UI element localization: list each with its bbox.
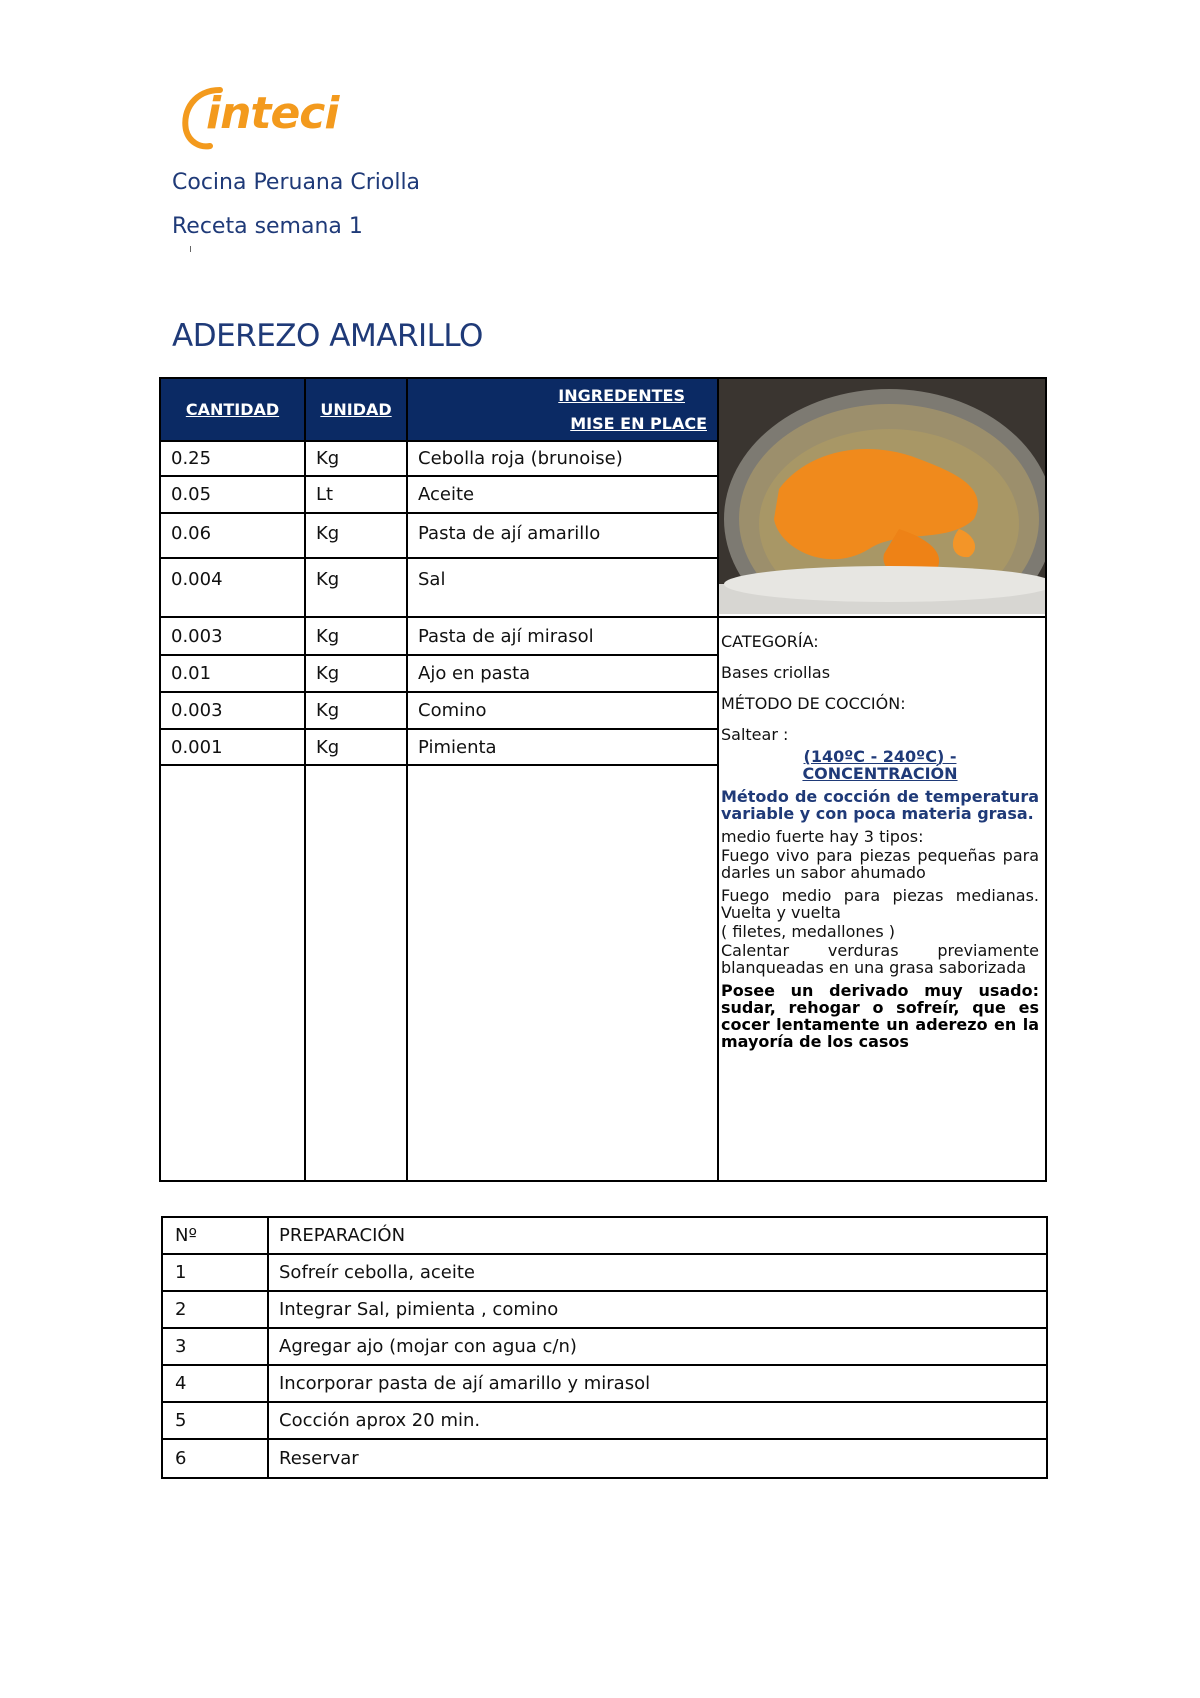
prep-step-row <box>163 1329 1046 1366</box>
header-ingredientes-line2: MISE EN PLACE <box>570 413 707 433</box>
step-number: 5 <box>163 1403 269 1438</box>
step-number: 6 <box>163 1440 269 1477</box>
step-number: 1 <box>163 1255 269 1290</box>
fuego-tipo-2: Fuego medio para piezas medianas. Vuelta y vuelta <box>721 886 1039 922</box>
cell-unidad: Kg <box>316 448 340 469</box>
cell-unidad: Kg <box>316 663 340 684</box>
col-divider <box>717 379 719 1180</box>
step-text: Integrar Sal, pimienta , comino <box>279 1299 559 1320</box>
cell-ingrediente: Pasta de ají amarillo <box>418 522 601 544</box>
categoria-label: CATEGORÍA: <box>721 632 819 651</box>
method-description: Método de cocción de temperatura variable y con poca materia grasa. <box>721 787 1039 823</box>
pan-image <box>719 379 1045 614</box>
header-ingredientes <box>408 379 717 440</box>
fuego-intro: medio fuerte hay 3 tipos: <box>721 827 924 846</box>
logo-text: inteci <box>206 88 339 139</box>
step-number: 3 <box>163 1329 269 1364</box>
cell-ingrediente: Pasta de ají mirasol <box>418 625 594 647</box>
cell-ingrediente: Cebolla roja (brunoise) <box>418 448 623 469</box>
cell-unidad: Kg <box>316 625 340 647</box>
ingredients-table <box>159 377 1047 1182</box>
cell-cantidad: 0.01 <box>171 663 212 684</box>
cell-ingrediente: Ajo en pasta <box>418 663 531 684</box>
preparation-table <box>161 1216 1048 1479</box>
cell-ingrediente: Sal <box>418 568 446 590</box>
prep-step-row <box>163 1292 1046 1329</box>
recipe-title: ADEREZO AMARILLO <box>172 318 483 354</box>
dish-photo <box>719 379 1045 614</box>
prep-header-row <box>163 1218 1046 1255</box>
cell-cantidad: 0.004 <box>171 568 223 590</box>
categoria-value: Bases criollas <box>721 663 831 682</box>
cell-cantidad: 0.06 <box>171 522 212 544</box>
header-unidad: UNIDAD <box>306 379 406 440</box>
prep-step-row <box>163 1366 1046 1403</box>
cell-cantidad: 0.001 <box>171 736 223 758</box>
step-text: Agregar ajo (mojar con agua c/n) <box>279 1336 577 1357</box>
temperature-range <box>721 748 1039 782</box>
metodo-value: Saltear : <box>721 725 789 744</box>
header-cantidad: CANTIDAD <box>161 379 304 440</box>
temp-line2: CONCENTRACIÓN <box>802 764 958 783</box>
cell-cantidad: 0.003 <box>171 700 223 721</box>
cell-cantidad: 0.25 <box>171 448 212 469</box>
inteci-logo <box>180 82 370 152</box>
side-panel <box>721 632 1039 1056</box>
prep-step-row <box>163 1403 1046 1440</box>
prep-step-row <box>163 1255 1046 1292</box>
cell-cantidad: 0.05 <box>171 484 212 505</box>
recipe-week: Receta semana 1 <box>172 214 363 239</box>
cell-ingrediente: Comino <box>418 700 487 721</box>
row-divider <box>161 764 717 766</box>
cell-unidad: Kg <box>316 522 340 544</box>
step-text: Cocción aprox 20 min. <box>279 1410 481 1431</box>
step-text: Incorporar pasta de ají amarillo y mirasol <box>279 1373 651 1394</box>
step-number: 2 <box>163 1292 269 1327</box>
fuego-tipo-3: Calentar verduras previamente blanqueadas en una grasa saborizada <box>721 941 1039 977</box>
prep-header-title: PREPARACIÓN <box>279 1225 406 1246</box>
cell-ingrediente: Aceite <box>418 484 475 505</box>
bold-note: Posee un derivado muy usado: sudar, rehogar o sofreír, que es cocer lentamente un aderezo en la mayoría de los casos <box>721 981 1039 1051</box>
prep-header-num: Nº <box>163 1218 269 1253</box>
fuego-tipo-2b: ( filetes, medallones ) <box>721 922 896 941</box>
step-text: Reservar <box>279 1448 359 1469</box>
step-text: Sofreír cebolla, aceite <box>279 1262 475 1283</box>
prep-step-row <box>163 1440 1046 1477</box>
cell-unidad: Kg <box>316 568 340 590</box>
cell-ingrediente: Pimienta <box>418 736 497 758</box>
header-ingredientes-line1: INGREDENTES <box>558 385 685 405</box>
step-number: 4 <box>163 1366 269 1401</box>
metodo-label: MÉTODO DE COCCIÓN: <box>721 694 906 713</box>
temp-line1: (140ºC - 240ºC) - <box>803 747 957 766</box>
cell-cantidad: 0.003 <box>171 625 223 647</box>
cell-unidad: Kg <box>316 700 340 721</box>
cell-unidad: Kg <box>316 736 340 758</box>
tick-mark <box>190 246 191 252</box>
cell-unidad: Lt <box>316 484 334 505</box>
course-name: Cocina Peruana Criolla <box>172 170 421 195</box>
fuego-tipo-1: Fuego vivo para piezas pequeñas para darles un sabor ahumado <box>721 846 1039 882</box>
